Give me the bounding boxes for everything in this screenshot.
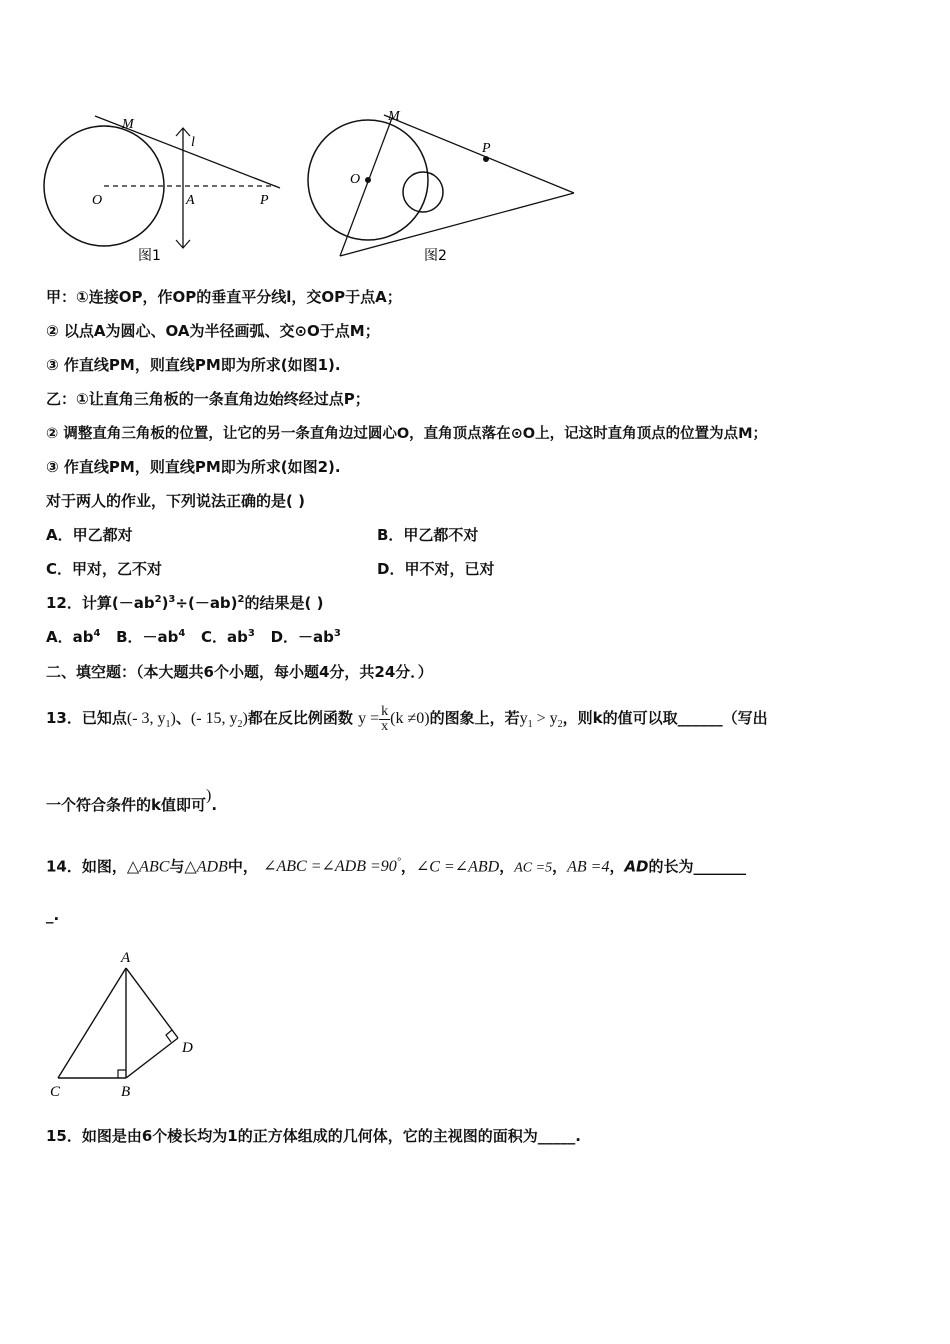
- question-14-line1: [46, 848, 746, 883]
- tri-label-c: C: [50, 1084, 61, 1100]
- q13-point2: [190, 710, 248, 731]
- yi-step-3: ③ 作直线PM，则直线PM即为所求(如图2).: [46, 458, 341, 476]
- q12-option-a[interactable]: [46, 628, 100, 646]
- q13-point2-text: (- 15, y: [190, 710, 238, 727]
- fig2-point-o: [365, 177, 371, 183]
- q14-prefix: 14．如图，: [46, 857, 127, 876]
- q11-option-b[interactable]: B．甲乙都不对: [377, 526, 479, 544]
- q13-fraction: [379, 705, 390, 734]
- q12-option-c-text: C．ab: [201, 628, 248, 646]
- q14-tail: 的长为_______: [648, 857, 747, 876]
- question-12-options: [46, 626, 341, 647]
- tri-label-b: B: [121, 1084, 131, 1100]
- question-13-line1: [46, 700, 768, 743]
- q13-function: [358, 703, 430, 734]
- q12-option-c[interactable]: [201, 628, 255, 646]
- q13-after-cond: ，则k的值可以取______（写出: [562, 709, 768, 727]
- fig2-caption: 图2: [424, 248, 447, 264]
- q13-cond-sub1: 1: [527, 719, 533, 731]
- jia-step-2: ② 以点A为圆心、OA为半径画弧、交⊙O于点M；: [46, 322, 380, 340]
- q14-ab: AB =4: [567, 858, 610, 876]
- q11-option-c[interactable]: C．甲对，乙不对: [46, 560, 163, 578]
- tri-right-angle-d: [166, 1030, 172, 1042]
- q13-point1-close: ): [170, 710, 176, 727]
- q13-prefix: 13．已知点: [46, 709, 127, 727]
- fig2-label-m: M: [388, 109, 400, 124]
- q12-option-a-exp: 4: [93, 628, 101, 639]
- tri-right-angle-b: [118, 1070, 126, 1078]
- q13-point2-sub: 2: [237, 719, 243, 731]
- q13-cond-y1: y: [519, 710, 528, 727]
- q14-degree: °: [396, 857, 401, 868]
- q14-zhong: 中，: [227, 857, 258, 876]
- q14-ad: AD: [624, 857, 649, 876]
- q12-option-a-text: A．ab: [46, 628, 94, 646]
- fig2-label-o: O: [350, 172, 361, 187]
- fig2-point-p: [483, 156, 489, 162]
- tri-line-bd: [126, 1038, 178, 1078]
- q14-comma4: ，: [609, 857, 625, 876]
- question-11-stem: 对于两人的作业，下列说法正确的是( ): [46, 492, 305, 510]
- fig2-line-mp: [384, 115, 574, 193]
- q14-comma2: ，: [499, 857, 515, 876]
- q13-mid: 都在反比例函数: [247, 709, 353, 727]
- q13-frac-den: x: [381, 718, 389, 734]
- q14-comma3: ，: [552, 857, 568, 876]
- q13-frac-num: k: [381, 703, 389, 719]
- q12-option-b[interactable]: [116, 628, 185, 646]
- jia-step-1: 甲：①连接OP，作OP的垂直平分线l，交OP于点A；: [46, 288, 402, 306]
- fig2-line-mo: [340, 118, 392, 256]
- q13-func-cond: (k ≠0): [390, 710, 430, 727]
- q12-option-c-exp: 3: [247, 628, 255, 639]
- q14-ac: AC =5: [514, 860, 553, 876]
- tri-label-a: A: [121, 950, 131, 966]
- fig1-caption: 图1: [138, 248, 161, 264]
- q12-suffix: 的结果是( ): [244, 594, 324, 612]
- q11-option-a[interactable]: A．甲乙都对: [46, 526, 133, 544]
- q13-point1: [126, 710, 176, 731]
- q12-exp1: 2: [154, 594, 162, 605]
- q13-cond-gt: > y: [532, 710, 558, 727]
- q12-option-d[interactable]: [271, 628, 341, 646]
- tri-line-ad: [126, 968, 178, 1038]
- q12-exp3: 2: [237, 594, 245, 605]
- q13-cond-sub2: 2: [557, 719, 563, 731]
- fig1-label-p: P: [260, 193, 269, 208]
- question-14-line2: _.: [46, 906, 60, 924]
- section-2-heading: 二、填空题：（本大题共6个小题，每小题4分，共24分．）: [46, 663, 433, 681]
- q14-triangle-adb: △ADB: [184, 858, 228, 876]
- fig2-label-p: P: [482, 141, 491, 156]
- q13-func-lhs: y =: [358, 710, 380, 727]
- q13-after-func: 的图象上，若: [429, 709, 520, 727]
- q13-point2-close: ): [242, 710, 248, 727]
- question-12-stem: [46, 592, 323, 613]
- q13-point1-text: (- 3, y: [126, 710, 166, 727]
- q14-comma1: ，: [400, 857, 416, 876]
- q13-line2-end: .: [211, 796, 218, 814]
- fig2-line-base: [340, 193, 574, 256]
- q13-point1-sub: 1: [165, 719, 171, 731]
- q11-option-d[interactable]: D．甲不对，已对: [377, 560, 495, 578]
- fig1-label-o: O: [92, 193, 103, 208]
- q12-mid1: ): [161, 594, 169, 612]
- q13-line2-text: 一个符合条件的k值即可: [46, 796, 206, 814]
- q14-triangle-abc: △ABC: [126, 858, 170, 876]
- figure-1: [40, 108, 290, 268]
- fig1-label-m: M: [122, 117, 134, 132]
- question-13-line2: [46, 787, 218, 815]
- q12-prefix: 12．计算(－ab: [46, 594, 155, 612]
- q14-with: 与: [169, 857, 185, 876]
- fig2-small-circle: [403, 172, 443, 212]
- q14-angle-eq: [263, 858, 401, 875]
- yi-step-2: ② 调整直角三角板的位置，让它的另一条直角边过圆心O，直角顶点落在⊙O上，记这时直角顶点的位置为点M；: [46, 426, 768, 442]
- q13-line2-paren: ): [205, 787, 212, 804]
- q12-option-b-text: B．－ab: [116, 628, 179, 646]
- fig1-label-l: l: [191, 135, 195, 150]
- q12-exp2: 3: [168, 594, 176, 605]
- question-15: 15．如图是由6个棱长均为1的正方体组成的几何体，它的主视图的面积为_____.: [46, 1127, 581, 1145]
- fig1-label-a: A: [186, 193, 195, 208]
- tri-line-ac: [58, 968, 126, 1078]
- tri-label-d: D: [182, 1040, 193, 1056]
- q14-angle-c: ∠C =∠ABD: [415, 858, 500, 876]
- triangle-figure: [44, 946, 214, 1106]
- q12-mid2: ÷(－ab): [175, 594, 238, 612]
- q14-angle-eq-text: ∠ABC =∠ADB =90: [263, 858, 397, 876]
- q13-condition: [519, 710, 563, 731]
- yi-step-1: 乙：①让直角三角板的一条直角边始终经过点P；: [46, 390, 370, 408]
- figure-2: [300, 104, 590, 269]
- q12-option-b-exp: 4: [178, 628, 186, 639]
- q12-option-d-text: D．－ab: [270, 628, 334, 646]
- q13-sep: 、: [175, 709, 191, 727]
- jia-step-3: ③ 作直线PM，则直线PM即为所求(如图1).: [46, 356, 341, 374]
- q12-option-d-exp: 3: [333, 628, 341, 639]
